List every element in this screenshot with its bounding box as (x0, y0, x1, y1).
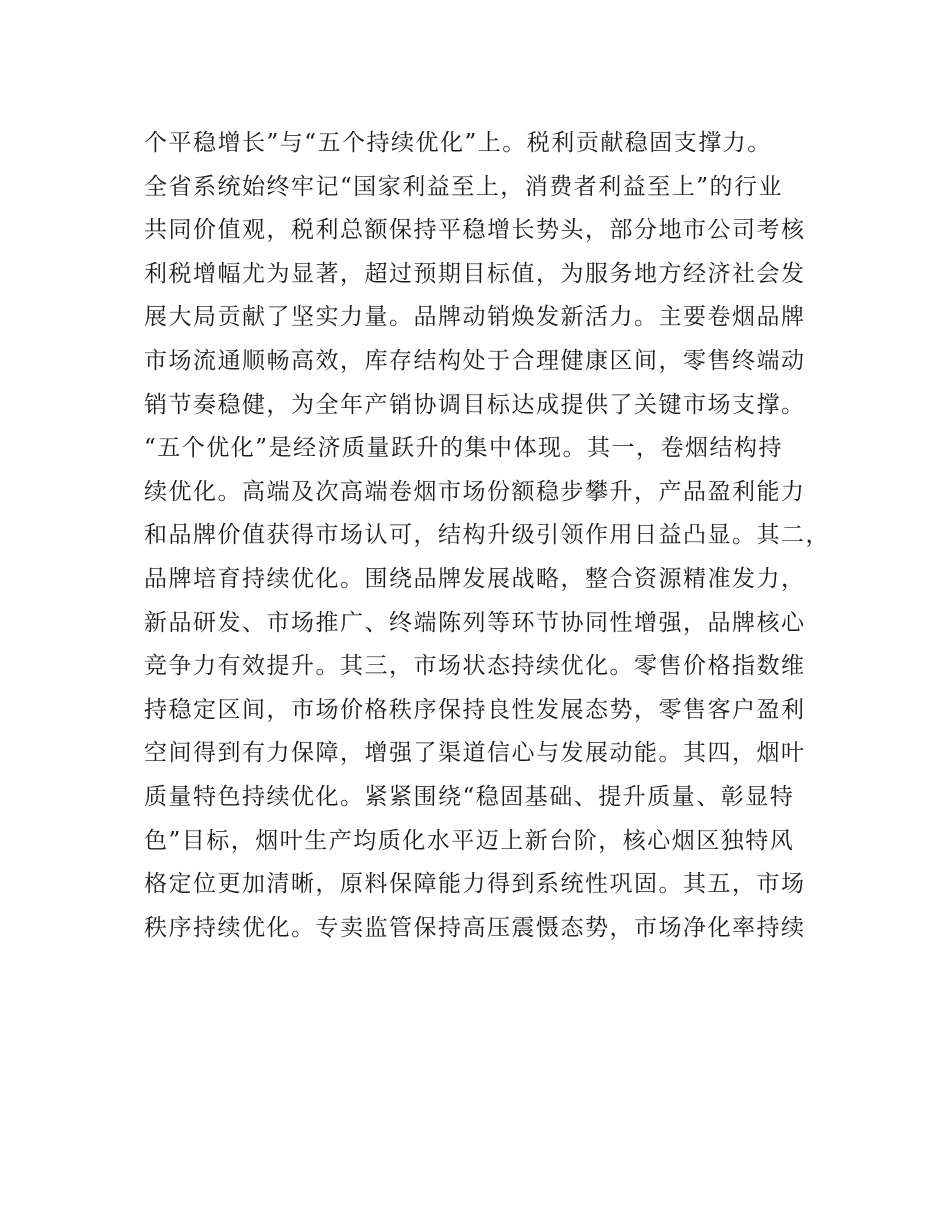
text-line: 展大局贡献了坚实力量。品牌动销焕发新活力。主要卷烟品牌 (144, 304, 806, 331)
text-line: 质量特色持续优化。紧紧围绕“稳固基础、提升质量、彰显特 (144, 783, 795, 810)
text-line: 个平稳增长”与“五个持续优化”上。税利贡献稳固支撑力。 (144, 130, 772, 156)
text-line: 利税增幅尤为显著，超过预期目标值，为服务地方经济社会发 (144, 260, 806, 287)
text-line: 格定位更加清晰，原料保障能力得到系统性巩固。其五，市场 (144, 871, 806, 898)
text-line: 销节奏稳健，为全年产销协调目标达成提供了关键市场支撑。 (144, 391, 806, 418)
text-line: 全省系统始终牢记“国家利益至上，消费者利益至上”的行业 (144, 173, 784, 200)
text-line: 和品牌价值获得市场认可，结构升级引领作用日益凸显。其二， (144, 522, 830, 549)
text-line: 品牌培育持续优化。围绕品牌发展战略，整合资源精准发力， (144, 565, 806, 592)
text-line: 色”目标，烟叶生产均质化水平迈上新台阶，核心烟区独特风 (144, 827, 795, 854)
text-line: 持稳定区间，市场价格秩序保持良性发展态势，零售客户盈利 (144, 696, 806, 723)
text-line: 新品研发、市场推广、终端陈列等环节协同性增强，品牌核心 (144, 609, 806, 636)
text-line: 秩序持续优化。专卖监管保持高压震慑态势，市场净化率持续 (144, 914, 806, 941)
text-line: 共同价值观，税利总额保持平稳增长势头，部分地市公司考核 (144, 217, 806, 244)
body-text (144, 122, 834, 950)
text-line: 空间得到有力保障，增强了渠道信心与发展动能。其四，烟叶 (144, 740, 806, 767)
text-line: “五个优化”是经济质量跃升的集中体现。其一，卷烟结构持 (144, 435, 784, 462)
text-line: 市场流通顺畅高效，库存结构处于合理健康区间，零售终端动 (144, 347, 806, 374)
text-line: 竞争力有效提升。其三，市场状态持续优化。零售价格指数维 (144, 653, 806, 680)
text-line: 续优化。高端及次高端卷烟市场份额稳步攀升，产品盈利能力 (144, 478, 806, 505)
